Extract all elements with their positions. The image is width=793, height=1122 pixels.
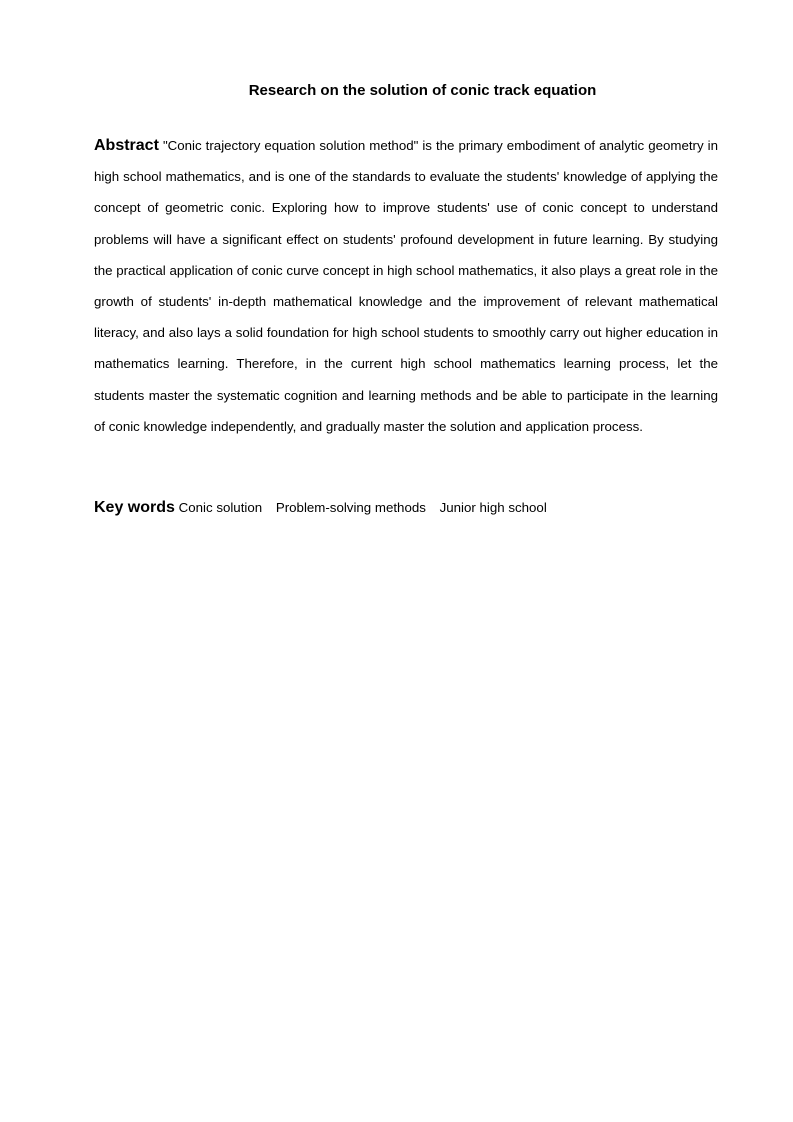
abstract-label: Abstract: [94, 137, 159, 154]
abstract-text: "Conic trajectory equation solution method" is the primary embodiment of analytic geometry in high school mathematics, and is one of the standards to evaluate the students' knowledge of applying the concept of geometric conic. Exploring how to improve students' use of conic concept to understand problems will have a significant effect on students' profound development in future learning. By studying the practical application of conic curve concept in high school mathematics, it also plays a great role in the growth of students' in-depth mathematical knowledge and the improvement of relevant mathematical literacy, and also lays a solid foundation for high school students to smoothly carry out higher education in mathematics learning. Therefore, in the current high school mathematics learning process, let the students master the systematic cognition and learning methods and be able to participate in the learning of conic knowledge independently, and gradually master the solution and application process.: [94, 138, 719, 434]
keyword-item: Conic solution: [178, 500, 263, 515]
keywords-line: [94, 494, 718, 522]
keyword-item: Problem-solving methods: [275, 500, 426, 515]
paper-title: Research on the solution of conic track equation: [248, 82, 597, 99]
keyword-item: Junior high school: [439, 500, 547, 515]
keywords-label: Key words: [94, 499, 175, 516]
abstract-paragraph: [94, 130, 718, 442]
